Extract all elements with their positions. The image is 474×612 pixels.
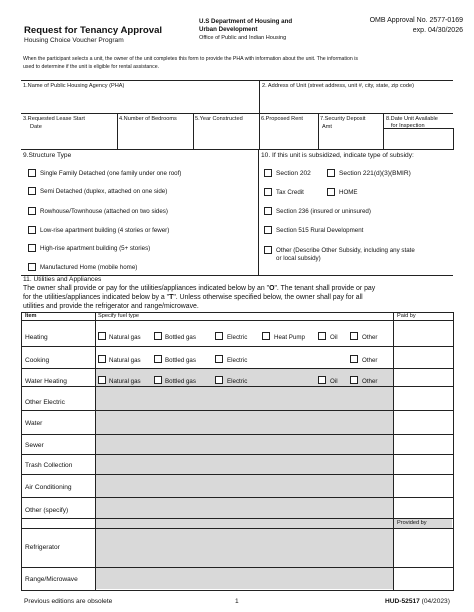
intro-line-1: When the participant selects a unit, the owner of the unit completes this form to provide the PHA with information about the unit. The information is (23, 56, 358, 62)
date-available-label-2: for Inspection (391, 123, 425, 129)
rule (21, 567, 453, 568)
rule (21, 474, 453, 475)
inspection-date-box[interactable] (383, 128, 454, 150)
other-subsidy-checkbox[interactable] (264, 246, 272, 254)
department-line-1: U.S Department of Housing and (199, 18, 293, 25)
section-202-checkbox[interactable] (264, 169, 272, 177)
rule (21, 434, 453, 435)
fuel-label: Natural gas (109, 334, 141, 341)
section-236-checkbox[interactable] (264, 207, 272, 215)
tax-credit-label: Tax Credit (276, 189, 304, 196)
utilities-description-2: for the utilities/appliances indicated below by a "T". Unless otherwise specified below, the owner shall pay for all (23, 294, 363, 301)
row-label-trash-collection: Trash Collection (25, 462, 73, 469)
rule (259, 80, 260, 149)
heating-oil-checkbox[interactable] (318, 332, 326, 340)
single-family-checkbox[interactable] (28, 169, 36, 177)
other-subsidy-label: Other (Describe Other Subsidy, including any state (276, 247, 415, 254)
security-deposit-label-2: Amt (322, 124, 332, 130)
heating-heat-pump-checkbox[interactable] (262, 332, 270, 340)
structure-option: High-rise apartment building (5+ stories) (40, 245, 151, 252)
water-heating-natural-gas-checkbox[interactable] (98, 376, 106, 384)
heating-other-checkbox[interactable] (350, 332, 358, 340)
utilities-heading: 11. Utilities and Appliances (23, 276, 102, 283)
heating-bottled-gas-checkbox[interactable] (154, 332, 162, 340)
fuel-label: Oil (330, 378, 338, 385)
structure-option: Rowhouse/Townhouse (attached on two sides) (40, 208, 168, 215)
rule (95, 312, 96, 590)
rule (393, 312, 394, 590)
utilities-description-1: The owner shall provide or pay for the utilities/appliances indicated below by an "O". The tenant shall provide or pay (23, 285, 376, 292)
fuel-label: Natural gas (109, 357, 141, 364)
intro-line-2: used to determine if the unit is eligible for rental assistance. (23, 64, 160, 70)
rowhouse-checkbox[interactable] (28, 207, 36, 215)
expiration-date: exp. 04/30/2026 (412, 27, 463, 34)
row-label-range-microwave: Range/Microwave (25, 576, 78, 583)
structure-type-label: 9.Structure Type (23, 152, 72, 159)
fuel-label: Bottled gas (165, 334, 196, 341)
rule (21, 80, 453, 81)
office-name: Office of Public and Indian Housing (199, 35, 287, 41)
heating-natural-gas-checkbox[interactable] (98, 332, 106, 340)
semi-detached-checkbox[interactable] (28, 187, 36, 195)
row-label-other-specify: Other (specify) (25, 507, 69, 514)
fuel-label: Other (362, 378, 378, 385)
utilities-description-3: utilities and provide the refrigerator and range/microwave. (23, 303, 199, 310)
other-subsidy-label-2: or local subsidy) (276, 255, 321, 262)
rule (21, 410, 453, 411)
proposed-rent-label: 6.Proposed Rent (261, 116, 303, 122)
section-236-label: Section 236 (insured or uninsured) (276, 208, 371, 215)
fuel-label: Bottled gas (165, 378, 196, 385)
manufactured-home-checkbox[interactable] (28, 263, 36, 271)
lease-start-label-2: Date (30, 124, 42, 130)
rule (193, 113, 194, 149)
unit-address-label: 2. Address of Unit (street address, unit #, city, state, zip code) (262, 83, 414, 89)
section-515-checkbox[interactable] (264, 226, 272, 234)
row-label-water-heating: Water Heating (25, 378, 67, 385)
row-label-sewer: Sewer (25, 442, 44, 449)
home-checkbox[interactable] (327, 188, 335, 196)
fuel-label: Electric (227, 334, 248, 341)
lease-start-label: 3.Requested Lease Start (23, 116, 85, 122)
omb-approval: OMB Approval No. 2577-0169 (369, 17, 463, 24)
bedrooms-label: 4.Number of Bedrooms (119, 116, 177, 122)
rule (21, 346, 453, 347)
rule (21, 320, 453, 321)
footer-obsolete-note: Previous editions are obsolete (24, 598, 113, 605)
fuel-label: Natural gas (109, 378, 141, 385)
row-label-air-conditioning: Air Conditioning (25, 484, 72, 491)
low-rise-checkbox[interactable] (28, 226, 36, 234)
cooking-other-checkbox[interactable] (350, 355, 358, 363)
heating-electric-checkbox[interactable] (215, 332, 223, 340)
pha-name-label: 1.Name of Public Housing Agency (PHA) (23, 83, 125, 89)
column-header-fuel-type: Specify fuel type (98, 313, 140, 319)
water-heating-oil-checkbox[interactable] (318, 376, 326, 384)
structure-option: Low-rise apartment building (4 stories or fewer) (40, 227, 170, 234)
cooking-bottled-gas-checkbox[interactable] (154, 355, 162, 363)
rule (21, 518, 453, 519)
cooking-natural-gas-checkbox[interactable] (98, 355, 106, 363)
rule (21, 113, 453, 114)
row-label-refrigerator: Refrigerator (25, 544, 60, 551)
tax-credit-checkbox[interactable] (264, 188, 272, 196)
fuel-label: Bottled gas (165, 357, 196, 364)
rule (117, 113, 118, 149)
section-515-label: Section 515 Rural Development (276, 227, 364, 234)
date-available-label: 8.Date Unit Available (386, 116, 438, 122)
water-heating-other-checkbox[interactable] (350, 376, 358, 384)
row-label-other-electric: Other Electric (25, 399, 65, 406)
row-label-cooking: Cooking (25, 357, 50, 364)
rule (21, 149, 453, 150)
section-221-label: Section 221(d)(3)(BMIR) (339, 170, 411, 177)
subsidy-label: 10. If this unit is subsidized, indicate type of subsidy: (261, 152, 414, 159)
fuel-label: Electric (227, 378, 248, 385)
fuel-label: Oil (330, 334, 338, 341)
structure-option: Single Family Detached (one family under one roof) (40, 170, 182, 177)
rule (21, 454, 453, 455)
department-line-2: Urban Development (199, 26, 258, 33)
rule (21, 368, 453, 369)
water-heating-bottled-gas-checkbox[interactable] (154, 376, 162, 384)
rule (258, 149, 259, 275)
row-label-water: Water (25, 420, 43, 427)
water-heating-electric-checkbox[interactable] (215, 376, 223, 384)
structure-option: Semi Detached (duplex, attached on one side) (40, 188, 168, 195)
home-label: HOME (339, 189, 358, 196)
fuel-label: Other (362, 357, 378, 364)
cooking-electric-checkbox[interactable] (215, 355, 223, 363)
form-number: HUD-52517 (04/2023) (385, 598, 450, 605)
security-deposit-label: 7.Security Deposit (320, 116, 366, 122)
section-202-label: Section 202 (276, 170, 311, 177)
fuel-label: Other (362, 334, 378, 341)
structure-option: Manufactured Home (mobile home) (40, 264, 138, 271)
column-header-item: Item (25, 313, 37, 319)
column-header-provided-by: Provided by (397, 520, 427, 526)
year-constructed-label: 5.Year Constructed (195, 116, 243, 122)
high-rise-checkbox[interactable] (28, 244, 36, 252)
section-221-checkbox[interactable] (327, 169, 335, 177)
column-header-paid-by: Paid by (397, 313, 416, 319)
fuel-label: Heat Pump (274, 334, 305, 341)
rule (21, 528, 453, 529)
page-number: 1 (235, 598, 239, 605)
rule (21, 497, 453, 498)
form-subtitle: Housing Choice Voucher Program (24, 37, 124, 44)
utilities-table (21, 312, 454, 591)
form-title: Request for Tenancy Approval (24, 25, 163, 36)
rule (318, 113, 319, 149)
row-label-heating: Heating (25, 334, 48, 341)
rule (21, 386, 453, 387)
fuel-label: Electric (227, 357, 248, 364)
